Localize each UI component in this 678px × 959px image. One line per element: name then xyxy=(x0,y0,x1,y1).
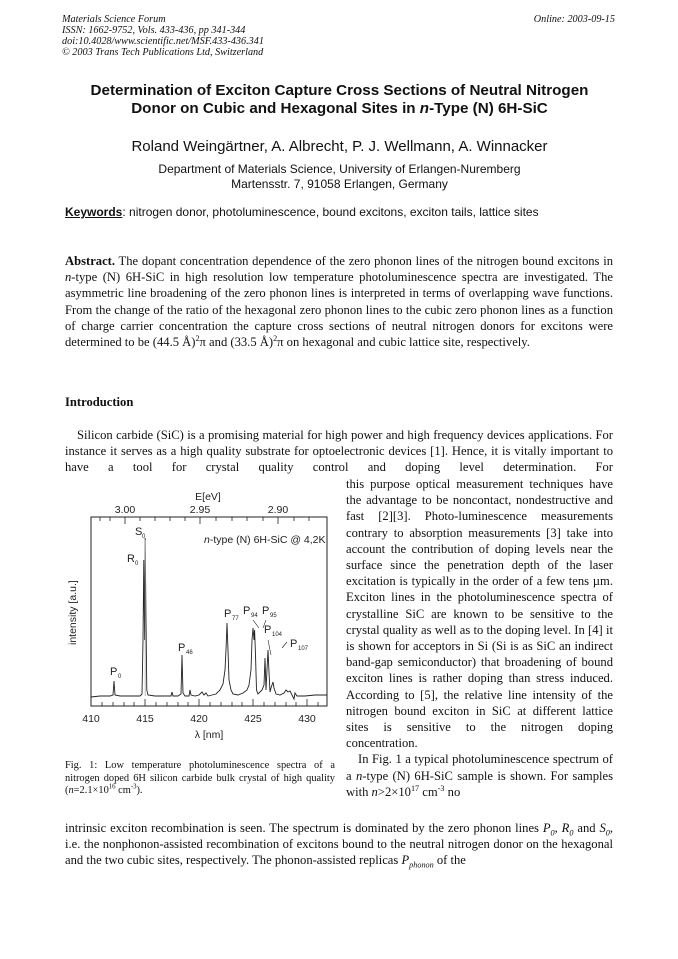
para-text: In Fig. 1 a typical photoluminescence spectrum of a xyxy=(346,752,613,783)
svg-text:P: P xyxy=(243,605,251,617)
svg-text:P: P xyxy=(262,605,270,617)
caption-text: cm xyxy=(115,785,131,797)
subscript: 0 xyxy=(550,828,555,838)
intro-paragraph-2-continued: intrinsic exciton recombination is seen. The spectrum is dominated by the zero phonon lines $P_0$, $R_0$ and $S_0$, i.e. the nonphonon-assisted recombination of excitons bound to the neutral nitrogen donor on the hexagonal and the two cubic sites, respectively. The phonon-assisted replicas $P_{phonon}$ of the xyxy=(65,821,613,870)
svg-text:46: 46 xyxy=(186,650,193,656)
caption-text: ). xyxy=(136,785,143,797)
para-text: cm xyxy=(419,784,438,799)
para-text: no xyxy=(444,784,461,799)
svg-text:425: 425 xyxy=(244,713,262,725)
svg-text:94: 94 xyxy=(251,613,258,619)
italic-P: P xyxy=(542,821,551,835)
svg-text:0: 0 xyxy=(118,674,122,680)
superscript: 17 xyxy=(410,783,420,793)
svg-text:R: R xyxy=(127,553,135,565)
intro-paragraph-1: Silicon carbide (SiC) is a promising material for high power and high frequency devices applications. For instance it serves as a high quality substrate for optoelectronic devices [1]. Hence, it is vitally important to have a tool for crystal quality control and doping level determination. For xyxy=(65,428,613,475)
journal-header xyxy=(62,14,264,58)
svg-text:P: P xyxy=(224,608,232,620)
superscript: 2 xyxy=(273,333,278,343)
abstract-text: -type (N) 6H-SiC in high resolution low temperature photoluminescence spectra are investigated. The asymmetric line broadening of the zero phonon lines is interpreted in terms of overlapping wave functions. From the change of the ratio of the hexagonal zero phonon lines to the cubic zero phonon lines as a function of charge carrier concentration the capture cross sections of neutral nitrogen donors for excitons were determined to be (44.5 Å) xyxy=(65,270,613,350)
para-text: >2×10 xyxy=(377,784,411,799)
superscript: 16 xyxy=(108,783,116,791)
svg-text:P: P xyxy=(290,638,298,650)
italic-P: P xyxy=(401,853,410,868)
top-axis-labels xyxy=(115,491,289,516)
abstract-text: π on hexagonal and cubic lattice site, respectively. xyxy=(277,335,530,350)
italic-n: n xyxy=(355,768,363,783)
svg-text:420: 420 xyxy=(190,713,208,725)
intro-paragraph-2 xyxy=(346,751,613,800)
italic-R: R xyxy=(561,821,570,835)
title-text: Donor on Cubic and Hexagonal Sites in xyxy=(131,100,420,117)
copyright: © 2003 Trans Tech Publications Ltd, Switzerland xyxy=(62,47,264,58)
keywords xyxy=(65,205,539,219)
top-axis-ticks xyxy=(100,517,309,524)
svg-text:0: 0 xyxy=(142,534,146,540)
caption-text: Fig. 1: Low temperature photoluminescence spectra of a nitrogen doped 6H silicon carbide bulk crystal of high quality ( xyxy=(65,760,335,797)
subscript: phonon xyxy=(409,860,434,870)
abstract xyxy=(65,253,613,350)
svg-text:P: P xyxy=(178,642,186,654)
title-line-1: Determination of Exciton Capture Cross Sections of Neutral Nitrogen xyxy=(90,82,589,99)
superscript: 2 xyxy=(195,333,200,343)
subscript: 0 xyxy=(605,828,610,838)
abstract-text: The dopant concentration dependence of the zero phonon lines of the nitrogen bound excitons in xyxy=(115,254,613,268)
authors: Roland Weingärtner, A. Albrecht, P. J. Wellmann, A. Winnacker xyxy=(131,138,548,155)
peak-labels xyxy=(110,526,309,680)
italic-n: n xyxy=(371,784,378,799)
superscript: -3 xyxy=(437,783,445,793)
para-text: -type (N) 6H-SiC sample is shown. For samples with xyxy=(346,768,613,799)
title-text: -Type (N) 6H-SiC xyxy=(429,100,548,117)
chart-annotation: n-type (N) 6H-SiC @ 4,2K xyxy=(204,534,326,546)
para-text: , i.e. the nonphonon-assisted recombination of excitons bound to the neutral nitrogen donor on the hexagonal and the two cubic sites, respectively. The phonon-assisted replicas xyxy=(65,821,613,868)
bottom-axis-labels xyxy=(82,713,316,741)
italic-n: n xyxy=(68,785,74,797)
figure-1-spectrum-chart xyxy=(60,482,342,752)
intro-right-column xyxy=(346,476,613,800)
abstract-text: π and (33.5 Å) xyxy=(199,335,274,350)
section-heading-introduction: Introduction xyxy=(65,395,134,409)
svg-text:410: 410 xyxy=(82,713,100,725)
figure-caption xyxy=(65,760,335,798)
affiliation-line-2: Martensstr. 7, 91058 Erlangen, Germany xyxy=(231,176,448,191)
svg-text:3.00: 3.00 xyxy=(114,504,136,516)
chart-svg xyxy=(60,482,342,752)
title-line-2 xyxy=(62,100,617,118)
title-italic-n: n xyxy=(419,100,430,117)
svg-text:2.90: 2.90 xyxy=(267,504,289,516)
superscript: -3 xyxy=(130,783,137,791)
journal-name: Materials Science Forum xyxy=(62,14,166,25)
issn: ISSN: 1662-9752, Vols. 433-436, pp 341-344 xyxy=(62,25,246,36)
paper-title xyxy=(62,82,617,118)
para-text: intrinsic exciton recombination is seen. The spectrum is dominated by the zero phonon lines xyxy=(65,821,543,835)
affiliation-line-1: Department of Materials Science, University of Erlangen-Nuremberg xyxy=(158,162,521,176)
abstract-label: Abstract. xyxy=(65,254,116,268)
svg-text:107: 107 xyxy=(298,646,309,652)
svg-text:S: S xyxy=(135,526,143,538)
para-text: of the xyxy=(433,853,466,868)
svg-text:0: 0 xyxy=(135,561,139,567)
svg-text:2.95: 2.95 xyxy=(189,504,211,516)
y-axis-label: intensity [a.u.] xyxy=(67,580,79,645)
svg-text:430: 430 xyxy=(298,713,316,725)
abstract-italic: n xyxy=(65,270,72,285)
svg-text:415: 415 xyxy=(136,713,154,725)
bottom-axis-ticks xyxy=(102,699,318,706)
italic-S: S xyxy=(599,821,606,835)
svg-text:λ [nm]: λ [nm] xyxy=(194,729,224,741)
svg-text:95: 95 xyxy=(270,613,277,619)
keywords-label: Keywords xyxy=(65,205,123,219)
caption-text: =2.1×10 xyxy=(73,785,109,797)
affiliation xyxy=(62,162,617,191)
svg-text:E[eV]: E[eV] xyxy=(195,491,221,503)
svg-text:P: P xyxy=(110,666,118,678)
online-date: Online: 2003-09-15 xyxy=(533,14,615,25)
svg-text:P: P xyxy=(264,624,272,636)
keywords-values: : nitrogen donor, photoluminescence, bound excitons, exciton tails, lattice sites xyxy=(122,205,539,219)
doi: doi:10.4028/www.scientific.net/MSF.433-436.341 xyxy=(62,36,264,47)
subscript: 0 xyxy=(569,828,574,838)
svg-text:77: 77 xyxy=(232,616,239,622)
svg-text:104: 104 xyxy=(272,632,283,638)
intro-right-text: this purpose optical measurement techniques have the advantage to be noncontact, nondestructive and fast [2][3]. Photo-luminescence measurements contrary to absorption measurements [3] take into account the contribution of doping levels near the surface since the penetration depth of the laser excitation is typically in the order of a few tens µm. Exciton lines in the photoluminescence spectra of crystalline SiC are known to be sensitive to the crystal quality as well as to the doping level. In [4] it is shown for acceptors in Si (Si is as SiC an indirect band-gap semiconductor) that broadening of bound exciton lines is rather doping than stress induced. According to [5], the relative line intensity of the nitrogen bound exciton in SiC at different lattice sites is sensitive to the nitrogen doping concentration. xyxy=(346,477,613,751)
